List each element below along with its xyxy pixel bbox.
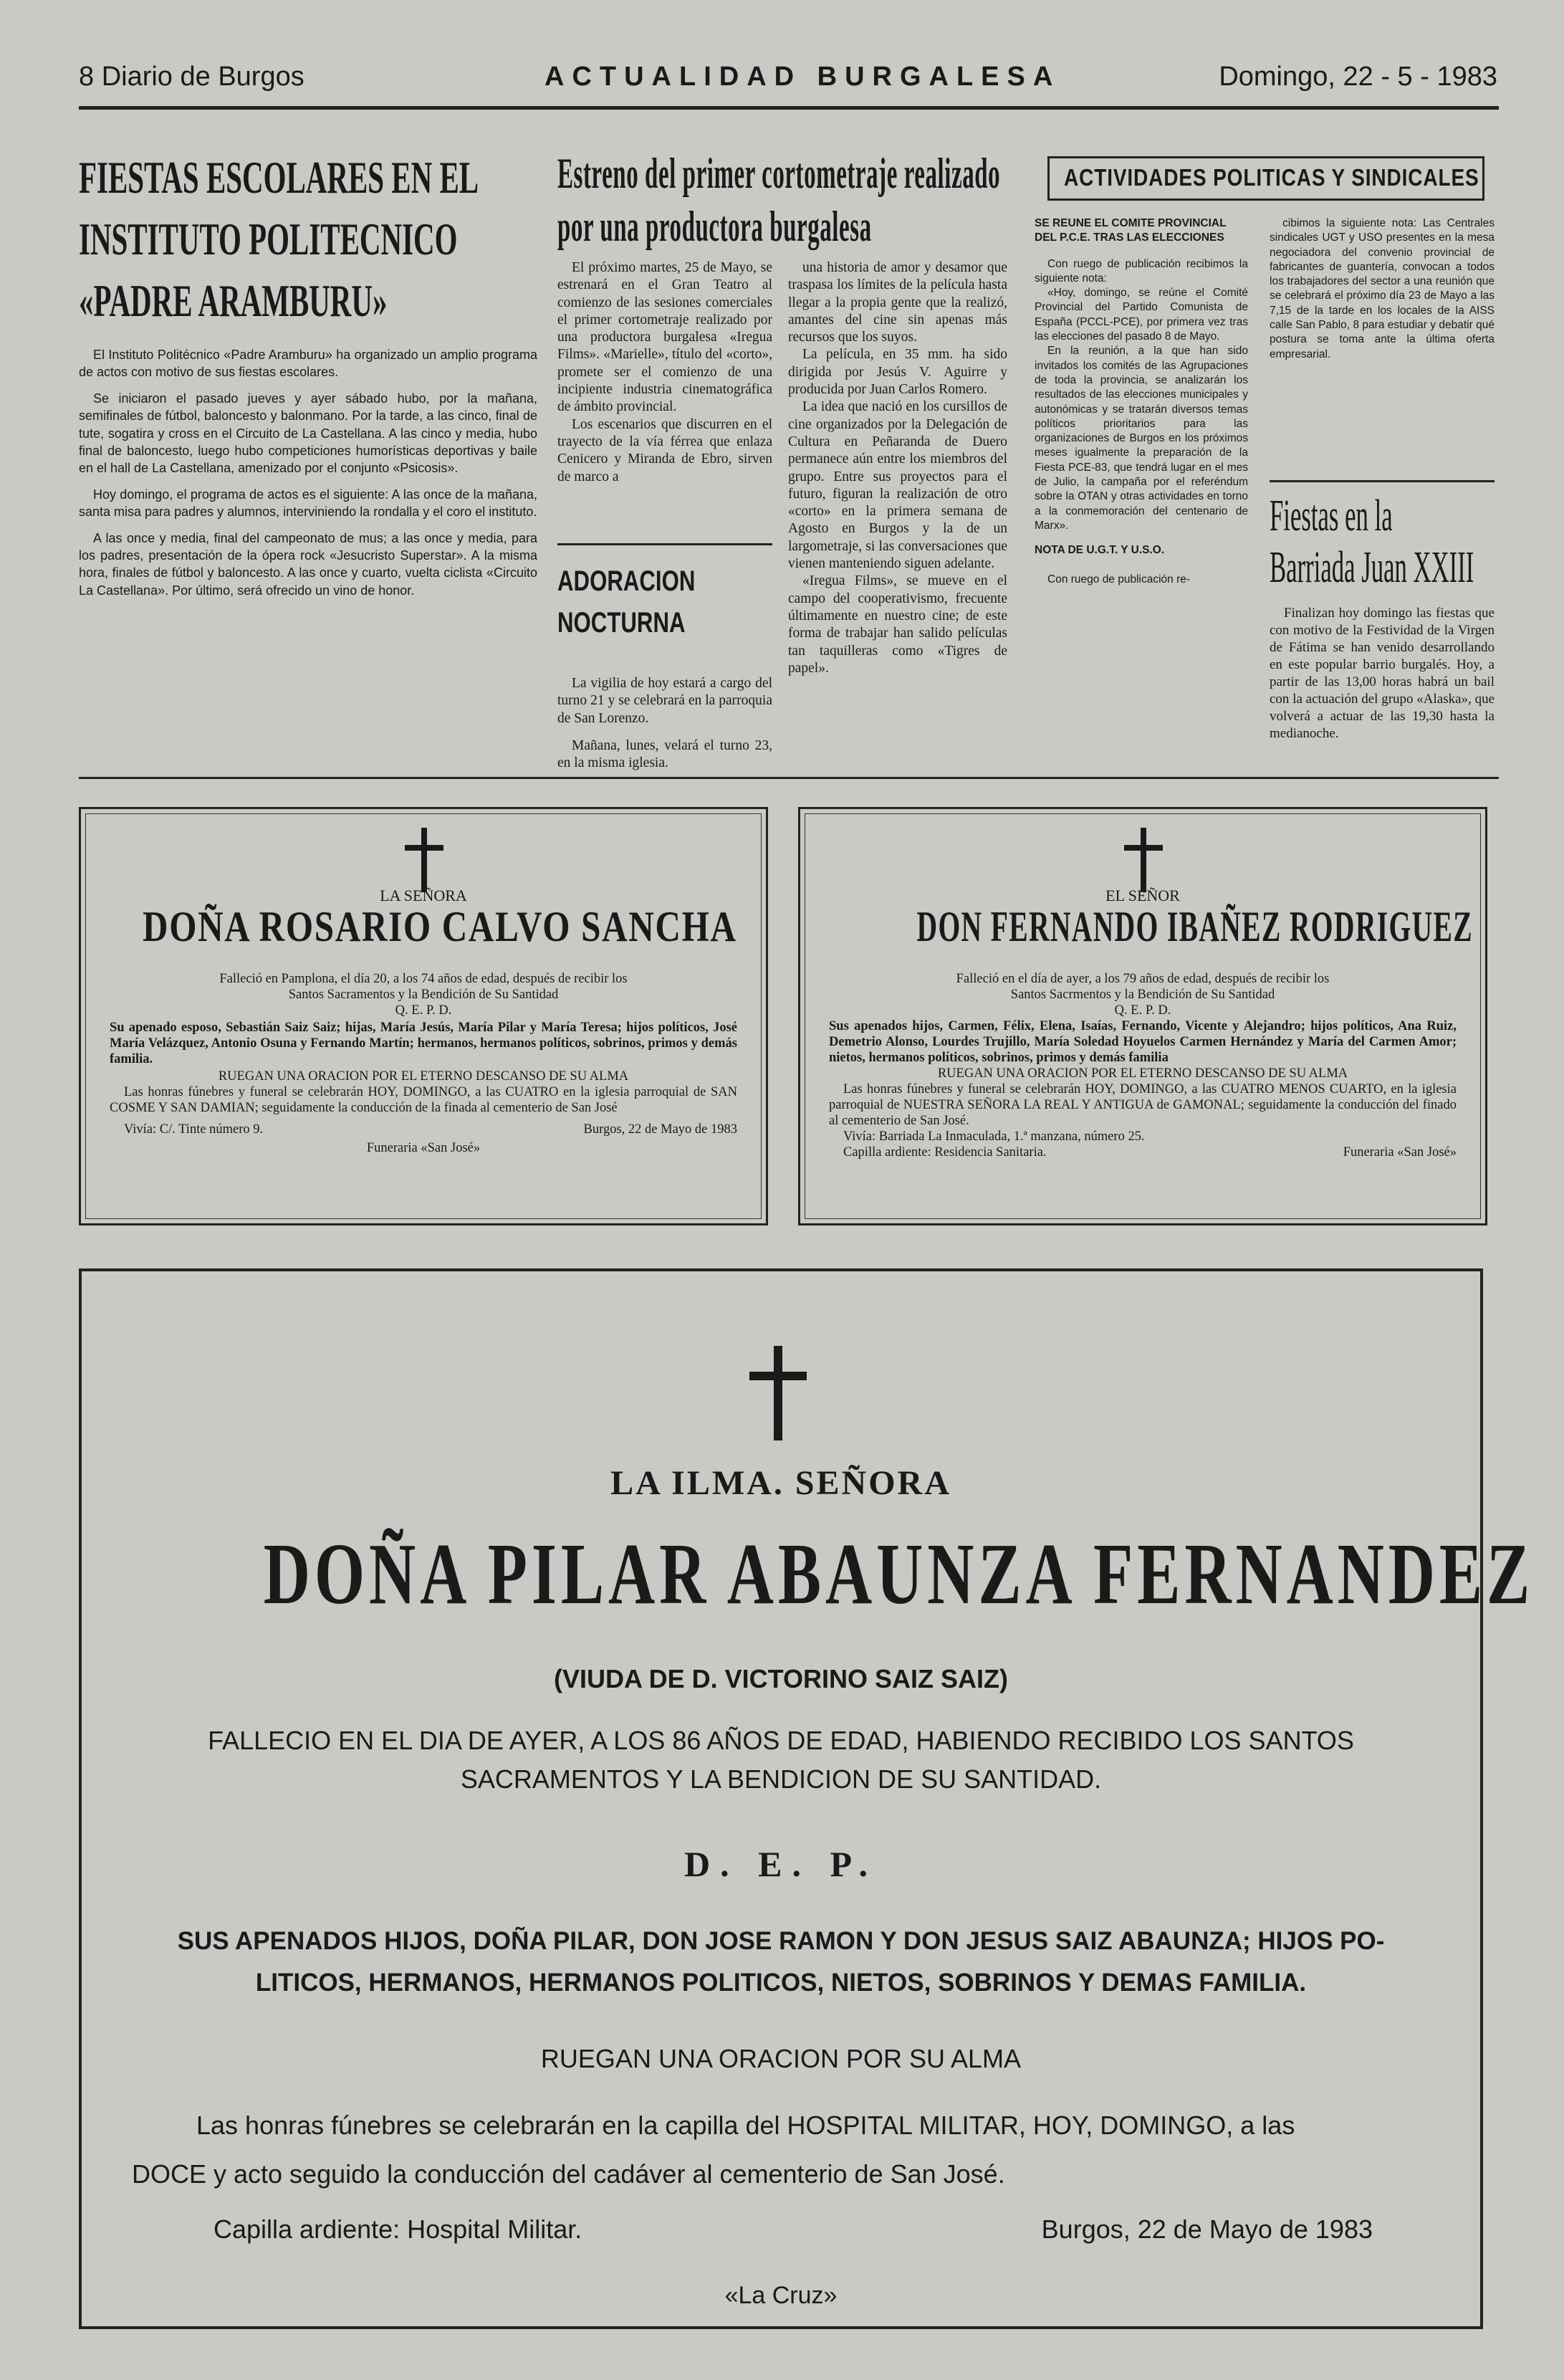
funeral-details: Las honras fúnebres y funeral se celebrarán HOY, DOMINGO, a las CUATRO en la iglesia parroquial de SAN COSME Y SAN DAMIAN; seguidamente la conducción de la finada al cementerio de San José <box>110 1085 737 1115</box>
text-line: LITICOS, HERMANOS, HERMANOS POLITICOS, NIETOS, SOBRINOS Y DEMAS FAMILIA. <box>255 1969 1307 1997</box>
qepd: Q. E. P. D. <box>1114 1003 1171 1018</box>
article-headline <box>557 560 781 644</box>
cross-icon <box>749 1346 807 1440</box>
text-line: Santos Sacramentos y la Bendición de Su Santidad <box>288 988 559 1002</box>
masthead-rule <box>79 106 1499 110</box>
obituary-name-wrap <box>800 905 1485 948</box>
subheadline: SE REUNE EL COMITE PROVINCIAL DEL P.C.E. TRAS LAS ELECCIONES <box>1035 217 1227 244</box>
paragraph: «Iregua Films», se mueve en el campo del cooperativismo, frecuente últimamente en nuestro cine; de este forma de trabajar han salido películas tan taquilleras como «Tigres de papel». <box>788 573 1007 676</box>
obituary-date: Burgos, 22 de Mayo de 1983 <box>1041 2214 1373 2244</box>
paragraph: Los escenarios que discurren en el trayecto de la vía férrea que enlaza Cenicero y Miranda de Ebro, sirven de marco a <box>557 416 772 484</box>
article-column <box>1035 216 1248 587</box>
obituary-name-wrap <box>82 1526 1535 1622</box>
death-notice <box>125 1721 1437 1799</box>
address: Vivía: C/. Tinte número 9. <box>124 1122 264 1137</box>
text-line: FALLECIO EN EL DIA DE AYER, A LOS 86 AÑOS DE EDAD, HABIENDO RECIBIDO LOS SANTOS <box>208 1726 1354 1755</box>
paragraph: El Instituto Politécnico «Padre Aramburu» ha organizado un amplio programa de actos con motivo de sus fiestas escolares. <box>79 348 537 380</box>
obituary-date: Burgos, 22 de Mayo de 1983 <box>583 1122 737 1137</box>
text-line: Falleció en Pamplona, el día 20, a los 74 años de edad, después de recibir los <box>219 972 628 986</box>
cross-icon <box>405 828 443 892</box>
headline-line: ADORACION <box>557 565 696 597</box>
section-title: ACTUALIDAD BURGALESA <box>544 62 1061 92</box>
paragraph: A las once y media, final del campeonato de mus; a las once y media, para los padres, presentación de la ópera rock «Jesucristo Superstar». A la misma hora, finales de fútbol y baloncesto. A las once y cuarto, vuelta ciclista «Circuito La Castellana». Por último, será ofrecido un vino de honor. <box>79 530 537 598</box>
obituary-title: EL SEÑOR <box>1105 886 1180 904</box>
article-headline <box>79 147 537 333</box>
article-adoracion-nocturna <box>557 560 772 772</box>
paragraph: Con ruego de publicación recibimos la siguiente nota: <box>1035 257 1248 285</box>
article-column <box>788 259 1007 677</box>
headline-line: Estreno del primer cortometraje realizado <box>557 150 1001 197</box>
article-column <box>557 259 772 486</box>
obituary-body <box>829 971 1457 1160</box>
cross-icon <box>1124 828 1163 892</box>
paragraph: En la reunión, a la que han sido invitados los comités de las Agrupaciones de toda la provincia, se analizarán los resultados de las elecciones municipales y autonómicas y se tratarán diversos temas políticos prioritarios para las organizaciones de Burgos en los próximos meses igualmente la preparación de la Fiesta PCE-83, que tendrá lugar en el mes de Julio, la campaña por el referéndum sobre la OTAN y otras actividades en torno a la conmemoración del centenario de Marx». <box>1035 345 1248 532</box>
headline-line: INSTITUTO POLITECNICO <box>79 214 458 264</box>
article-headline <box>557 147 999 253</box>
subheadline: NOTA DE U.G.T. Y U.S.O. <box>1035 544 1165 557</box>
family-list: Sus apenados hijos, Carmen, Félix, Elena, Isaías, Fernando, Vicente y Alejandro; hijos políticos, Ana Ruiz, Demetrio Alonso, Lourdes Trujillo, María Soledad Hoyuelos Carmen Hernández y María del Carmen Amor; nietos, hermanos políticos, sobrinos, primos y demás familia <box>829 1019 1457 1065</box>
section-rule <box>79 777 1499 779</box>
address: Vivía: Barriada La Inmaculada, 1.ª manzana, número 25. <box>843 1129 1145 1144</box>
family-list: Su apenado esposo, Sebastián Saiz Saiz; hijas, María Jesús, María Pilar y María Teresa; hijos políticos, José María Velázquez, Antonio Osuna y Fernando Martín; hermanos, hermanos políticos, sobrinos, primos y demás familia. <box>110 1021 737 1066</box>
obituary-rosario-calvo <box>79 807 768 1225</box>
paragraph: «Hoy, domingo, se reúne el Comité Provincial del Partido Comunista de España (PCCL-PCE), por primera vez tras las elecciones del pasado 8 de Mayo. <box>1035 287 1248 343</box>
headline-line: Barriada Juan XXIII <box>1270 543 1474 592</box>
headline-line: NOCTURNA <box>557 607 686 639</box>
chapel: Capilla ardiente: Residencia Sanitaria. <box>843 1145 1047 1160</box>
obituary-name: DOÑA ROSARIO CALVO SANCHA <box>143 903 737 950</box>
funeral-details: Las honras fúnebres y funeral se celebrarán HOY, DOMINGO, a las CUATRO MENOS CUARTO, en la iglesia parroquial de NUESTRA SEÑORA LA REAL Y ANTIGUA de GAMONAL; seguidamente la conducción del finado al cementerio de San José. <box>829 1082 1457 1128</box>
article-headline <box>1270 490 1495 593</box>
article-body <box>557 675 772 772</box>
text-line: SUS APENADOS HIJOS, DOÑA PILAR, DON JOSE RAMON Y DON JESUS SAIZ ABAUNZA; HIJOS PO- <box>177 1927 1385 1955</box>
widow-of: (VIUDA DE D. VICTORINO SAIZ SAIZ) <box>553 1664 1009 1693</box>
paragraph: La idea que nació en los cursillos de cine organizados por la Delegación de Cultura en Peñaranda de Duero permanece aún entre los miembros del grupo. Entre sus proyectos para el futuro, figuran la realización de otro «corto» en la primera semana de Agosto en Burgos y la de un largometraje, si las conversaciones que vienen manteniendo siguen adelante. <box>788 399 1007 572</box>
masthead <box>79 62 1497 112</box>
article-column <box>1270 216 1495 362</box>
prayer-request: RUEGAN UNA ORACION POR EL ETERNO DESCANSO DE SU ALMA <box>937 1066 1348 1081</box>
obituary-name: DON FERNANDO IBAÑEZ RODRIGUEZ <box>916 903 1473 950</box>
obituary-pilar-abaunza <box>79 1268 1535 2329</box>
chapel: Capilla ardiente: Hospital Militar. <box>214 2214 582 2244</box>
obituary-name-wrap <box>81 905 766 948</box>
page-number-and-paper: 8 Diario de Burgos <box>79 62 304 92</box>
funeral-home: Funeraria «San José» <box>366 1141 481 1155</box>
article-estreno-cortometraje <box>557 147 1002 253</box>
obituary-title: LA ILMA. SEÑORA <box>610 1464 951 1502</box>
paragraph: Hoy domingo, el programa de actos es el siguiente: A las once de la mañana, santa misa para padres y alumnos, interviniendo la rondalla y el coro el instituto. <box>79 487 537 520</box>
paragraph: Se iniciaron el pasado jueves y ayer sábado hubo, por la mañana, semifinales de fútbol, baloncesto y balonmano. Por la tarde, a las cinco, final de tute, sogatira y cross en el Circuito de La Castellana. A las cinco y media, hubo final de baloncesto, luego hubo competiciones humorísticas deportivas y baile en el hall de La Castellana, amenizado por el conjunto «Psicosis». <box>79 391 537 476</box>
headline-line: por una productora burgalesa <box>557 203 872 250</box>
article-fiestas-escolares <box>79 147 537 599</box>
text-line: DOCE y acto seguido la conducción del cadáver al cementerio de San José. <box>132 2159 1005 2189</box>
paragraph: una historia de amor y desamor que traspasa los límites de la película hasta llegar a la propia gente que la realizó, amantes del cine sin apenas más recursos que los suyos. <box>788 260 1007 345</box>
headline-line: FIESTAS ESCOLARES EN EL <box>79 152 479 203</box>
funeral-details <box>132 2101 1437 2199</box>
text-line: Santos Sacrmentos y la Bendición de Su Santidad <box>1010 988 1275 1002</box>
paragraph: Finalizan hoy domingo las fiestas que con motivo de la Festividad de la Virgen de Fátima se han venido desarrollando en este popular barrio burgalés. Hoy, a partir de las 13,00 horas habrá un bail con la actuación del grupo «Alaska», que volverá a actuar de las 19,30 hasta la medianoche. <box>1270 606 1495 741</box>
paragraph: Con ruego de publicación re- <box>1047 573 1191 586</box>
obituary-name: DOÑA PILAR ABAUNZA FERNANDEZ <box>263 1526 1535 1622</box>
separator-rule <box>1270 480 1495 482</box>
issue-date: Domingo, 22 - 5 - 1983 <box>1219 62 1497 92</box>
obituary-title: LA SEÑORA <box>380 886 467 904</box>
banner-title: ACTIVIDADES POLITICAS Y SINDICALES <box>1064 164 1479 191</box>
funeral-home: Funeraria «San José» <box>1343 1145 1457 1160</box>
article-fiestas-juan-xxiii <box>1270 490 1495 742</box>
paragraph: cibimos la siguiente nota: Las Centrales sindicales UGT y USO presentes en la mesa negociadora del convenio provincial de fabricantes de guantería, convocan a todos los trabajadores del sector a una reunión que se celebrará el próximo día 23 de Mayo a las 7,15 de la tarde en los locales de la AISS calle San Pablo, 8 para estudiar y debatir qué postura se toma ante la última oferta empresarial. <box>1270 217 1495 360</box>
separator-rule <box>557 543 772 545</box>
section-banner <box>1047 156 1484 201</box>
paragraph: La vigilia de hoy estará a cargo del turno 21 y se celebrará en la parroquia de San Lorenzo. <box>557 676 772 726</box>
headline-line: Fiestas en la <box>1270 492 1393 540</box>
funeral-home: «La Cruz» <box>724 2282 838 2309</box>
prayer-request: RUEGAN UNA ORACION POR SU ALMA <box>540 2044 1022 2073</box>
text-line: Falleció en el día de ayer, a los 79 años de edad, después de recibir los <box>956 972 1330 986</box>
article-body <box>1270 605 1495 742</box>
paragraph: Mañana, lunes, velará el turno 23, en la misma iglesia. <box>557 737 772 771</box>
obituary-body <box>110 971 737 1156</box>
text-line: SACRAMENTOS Y LA BENDICION DE SU SANTIDAD. <box>460 1764 1102 1794</box>
prayer-request: RUEGAN UNA ORACION POR EL ETERNO DESCANSO DE SU ALMA <box>218 1069 629 1084</box>
dep: D. E. P. <box>684 1844 878 1884</box>
headline-line: «PADRE ARAMBURU» <box>79 275 388 326</box>
paragraph: La película, en 35 mm. ha sido dirigida por Jesús V. Aguirre y producida por Juan Carlos Romero. <box>788 347 1007 398</box>
text-line: Las honras fúnebres se celebrarán en la capilla del HOSPITAL MILITAR, HOY, DOMINGO, a las <box>196 2111 1295 2140</box>
article-body <box>79 346 537 599</box>
family-list <box>110 1921 1452 2004</box>
obituary-fernando-ibanez <box>798 807 1487 1225</box>
paragraph: El próximo martes, 25 de Mayo, se estrenará en el Gran Teatro al comienzo de las sesiones comerciales el primer cortometraje realizado por una productora burgalesa «Iregua Films». «Marielle», título del «corto», promete ser el comienzo de una incipiente industria cinematográfica de ámbito provincial. <box>557 260 772 415</box>
qepd: Q. E. P. D. <box>395 1003 452 1018</box>
